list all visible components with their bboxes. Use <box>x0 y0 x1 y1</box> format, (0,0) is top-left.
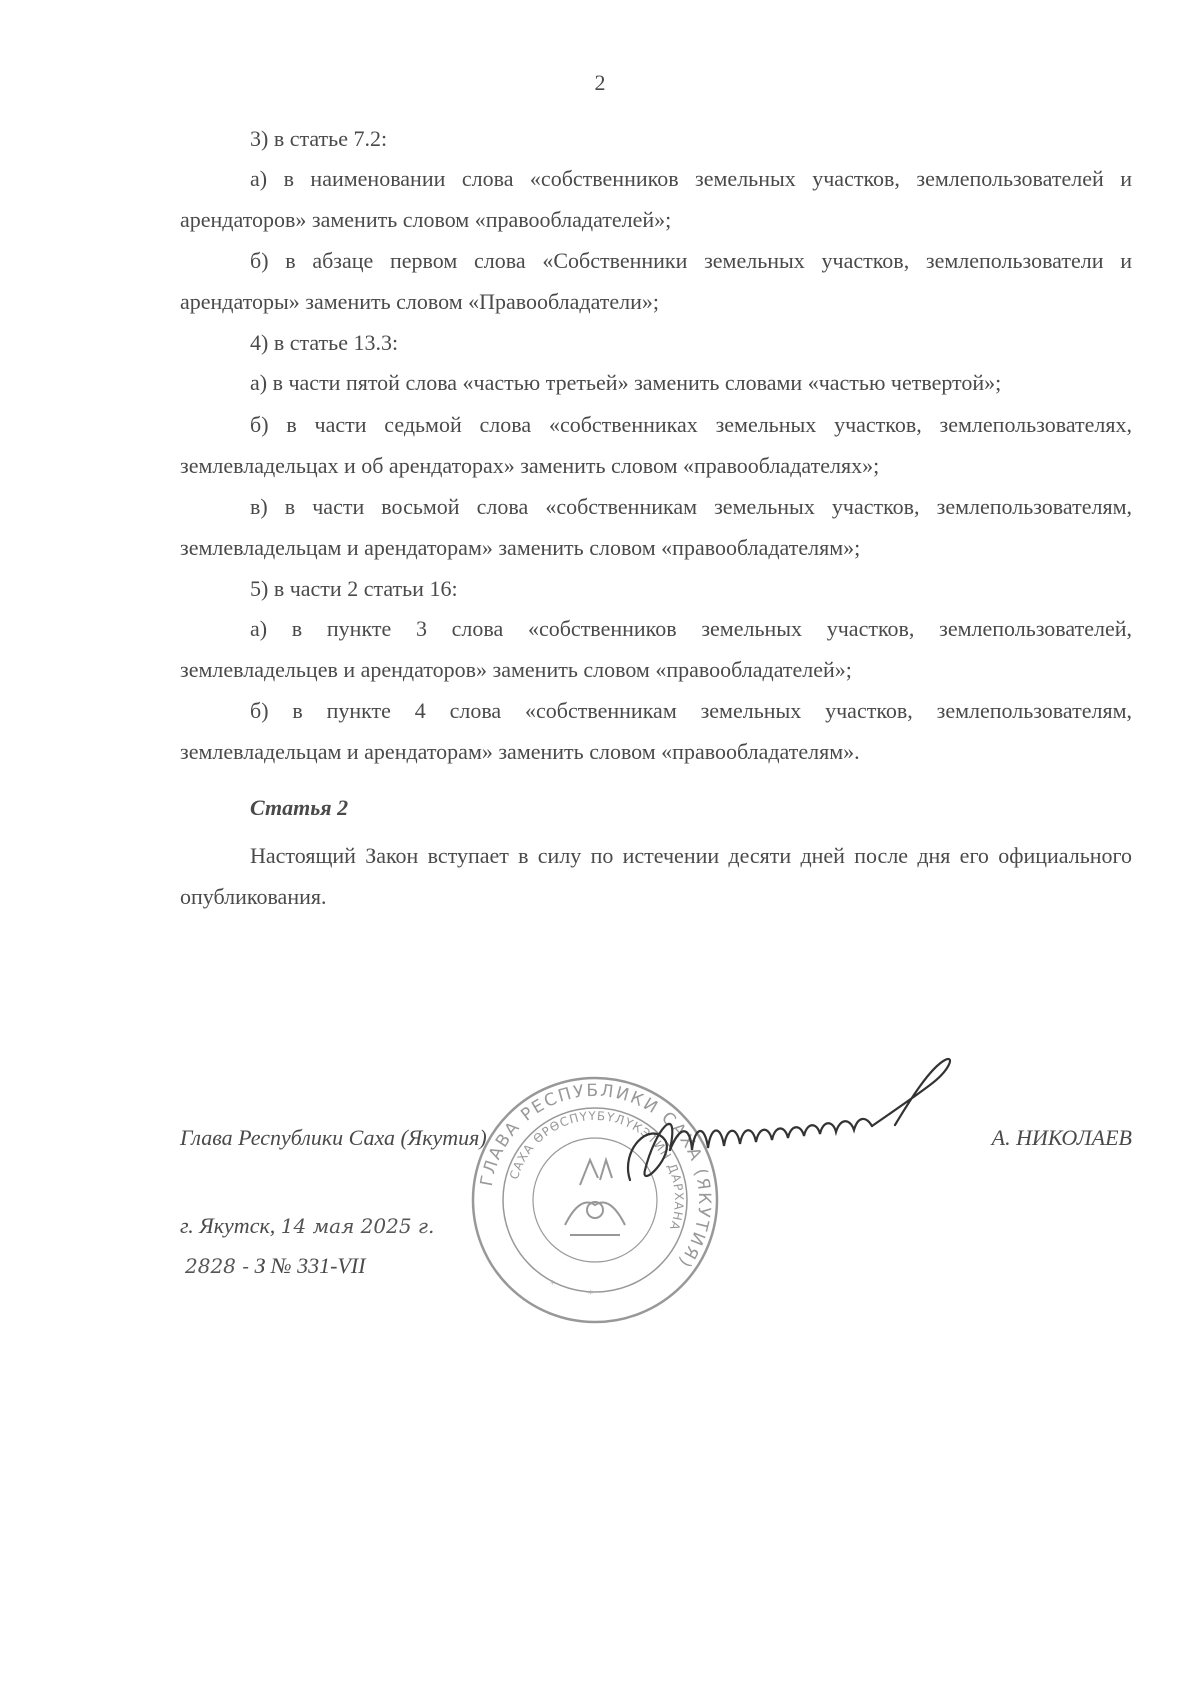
page-number: 2 <box>594 70 606 95</box>
paragraph-subitem-3b: б) в абзаце первом слова «Собственники земельных участков, землепользователи и арендаторы» заменить словом «Правообладатели»; <box>180 248 1132 314</box>
paragraph-subitem-5a: а) в пункте 3 слова «собственников земельных участков, землепользователей, землевладельцев и арендаторов» заменить словом «правообладателей»; <box>180 616 1132 682</box>
svg-text:*: * <box>550 1279 555 1290</box>
paragraph-subitem-4v: в) в части восьмой слова «собственникам земельных участков, землепользователям, землевладельцам и арендаторам» заменить словом «правообладателям»; <box>180 494 1132 560</box>
signatory-title: Глава Республики Саха (Якутия) <box>180 1125 487 1150</box>
place-prefix: г. Якутск, <box>180 1213 276 1238</box>
paragraph-item-3: 3) в статье 7.2: <box>250 126 388 151</box>
seal-outer-text: ГЛАВА РЕСПУБЛИКИ САХА (ЯКУТИЯ) <box>476 1080 715 1273</box>
svg-text:*: * <box>588 1289 593 1300</box>
registration-line <box>185 1253 366 1279</box>
article-heading: Статья 2 <box>250 795 349 820</box>
paragraph-item-4: 4) в статье 13.3: <box>250 330 399 355</box>
seal-inner-text: САХА ӨРӨСПҮҮБҮЛҮКЭТИН ДАРХАНА <box>506 1108 687 1233</box>
law-number: З № 331-VII <box>254 1253 366 1278</box>
handwritten-reg-number: 2828 - <box>185 1254 250 1278</box>
handwritten-date: 14 мая 2025 г. <box>280 1214 435 1238</box>
handwritten-signature <box>610 1030 990 1210</box>
article-text: Настоящий Закон вступает в силу по истечении десяти дней после дня его официального опубликования. <box>180 843 1132 909</box>
signatory-name: А. НИКОЛАЕВ <box>991 1125 1132 1150</box>
paragraph-subitem-5b: б) в пункте 4 слова «собственникам земельных участков, землепользователям, землевладельцам и арендаторам» заменить словом «правообладателям». <box>180 698 1132 764</box>
paragraph-subitem-4a: а) в части пятой слова «частью третьей» заменить словами «частью четвертой»; <box>250 370 1002 395</box>
place-date-line <box>180 1213 434 1239</box>
paragraph-subitem-4b: б) в части седьмой слова «собственниках земельных участков, землепользователях, землевладельцах и об арендаторах» заменить словом «правообладателях»; <box>180 412 1132 478</box>
paragraph-item-5: 5) в части 2 статьи 16: <box>250 576 458 601</box>
paragraph-subitem-3a: а) в наименовании слова «собственников земельных участков, землепользователей и арендаторов» заменить словом «правообладателей»; <box>180 166 1132 232</box>
